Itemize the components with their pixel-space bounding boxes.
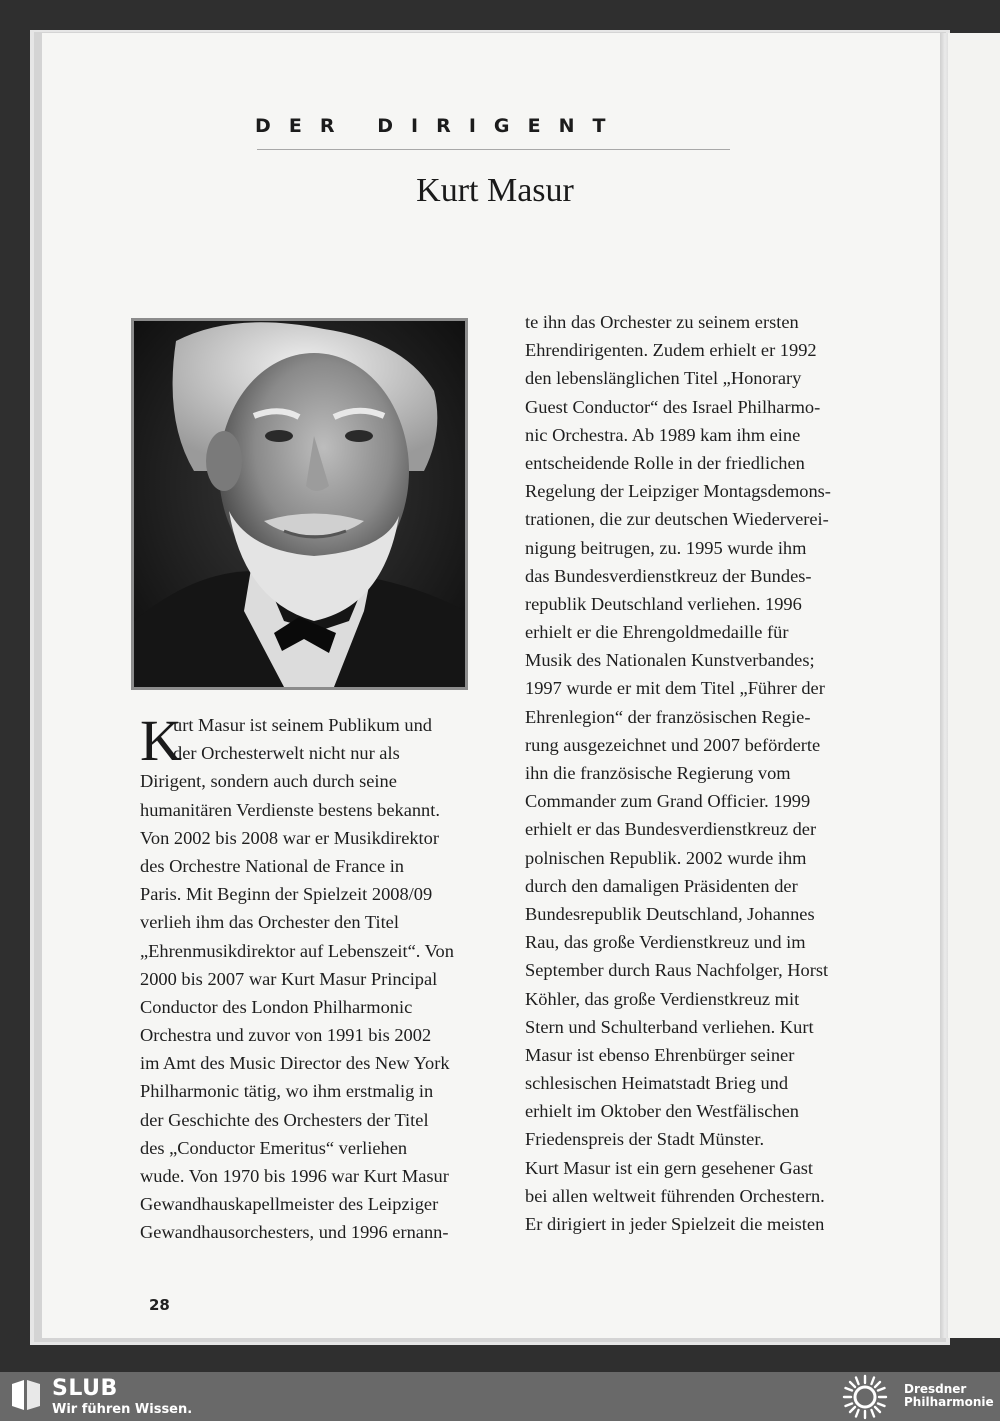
partner-name-line1: Dresdner bbox=[904, 1382, 967, 1396]
body-line: Ehrendirigenten. Zudem erhielt er 1992 bbox=[525, 340, 817, 361]
facing-page-edge bbox=[948, 33, 1000, 1338]
body-line: nic Orchestra. Ab 1989 kam ihm eine bbox=[525, 424, 801, 445]
body-line: im Amt des Music Director des New York bbox=[140, 1053, 450, 1074]
body-line: verlieh ihm das Orchester den Titel bbox=[140, 912, 399, 933]
body-line: entscheidende Rolle in der friedlichen bbox=[525, 452, 805, 473]
body-line: der Orchesterwelt nicht nur als bbox=[173, 743, 400, 764]
body-line: des Orchestre National de France in bbox=[140, 855, 405, 876]
body-line: trationen, die zur deutschen Wiederverei- bbox=[525, 509, 829, 530]
body-line: Friedenspreis der Stadt Münster. bbox=[525, 1129, 765, 1150]
body-line: ihn die französische Regierung vom bbox=[525, 763, 791, 783]
body-line: te ihn das Orchester zu seinem ersten bbox=[525, 312, 799, 332]
body-line: September durch Raus Nachfolger, Horst bbox=[525, 960, 829, 981]
body-line: schlesischen Heimatstadt Brieg und bbox=[525, 1073, 789, 1094]
partner-name-line2: Philharmonie bbox=[904, 1395, 994, 1409]
section-heading: DER DIRIGENT bbox=[255, 115, 624, 137]
body-line: erhielt er das Bundesverdienstkreuz der bbox=[525, 819, 817, 840]
body-line: humanitären Verdienste bestens bekannt. bbox=[140, 799, 440, 820]
body-line: nigung beitrugen, zu. 1995 wurde ihm bbox=[525, 537, 807, 558]
body-line: rung ausgezeichnet und 2007 beförderte bbox=[525, 734, 821, 755]
body-line: Bundesrepublik Deutschland, Johannes bbox=[525, 903, 815, 924]
body-line: polnischen Republik. 2002 wurde ihm bbox=[525, 847, 807, 868]
body-line: bei allen weltweit führenden Orchestern. bbox=[525, 1185, 825, 1206]
body-line: des „Conductor Emeritus“ verliehen bbox=[140, 1137, 408, 1158]
body-line: Gewandhausorchesters, und 1996 ernann- bbox=[140, 1222, 449, 1243]
body-line: Guest Conductor“ des Israel Philharmo- bbox=[525, 396, 821, 417]
body-line: der Geschichte des Orchesters der Titel bbox=[140, 1109, 429, 1130]
body-line: 2000 bis 2007 war Kurt Masur Principal bbox=[140, 968, 438, 989]
body-line: Commander zum Grand Officier. 1999 bbox=[525, 791, 811, 812]
page-title: Kurt Masur bbox=[416, 172, 574, 209]
body-line: Paris. Mit Beginn der Spielzeit 2008/09 bbox=[140, 884, 433, 905]
body-line: urt Masur ist seinem Publikum und bbox=[173, 715, 432, 735]
body-line: Ehrenlegion“ der französischen Regie- bbox=[525, 706, 811, 727]
portrait-photo-image bbox=[134, 321, 465, 687]
text-column-right bbox=[525, 308, 870, 1238]
partner-name[interactable] bbox=[904, 1383, 994, 1409]
body-line: erhielt er die Ehrengoldmedaille für bbox=[525, 622, 789, 643]
page-number: 28 bbox=[149, 1296, 170, 1314]
body-line: 1997 wurde er mit dem Titel „Führer der bbox=[525, 678, 825, 699]
body-line: Rau, das große Verdienstkreuz und im bbox=[525, 932, 806, 953]
body-line: Regelung der Leipziger Montagsdemons- bbox=[525, 481, 831, 502]
body-line: Stern und Schulterband verliehen. Kurt bbox=[525, 1016, 814, 1037]
body-line: Philharmonic tätig, wo ihm erstmalig in bbox=[140, 1081, 434, 1102]
body-line: Masur ist ebenso Ehrenbürger seiner bbox=[525, 1044, 795, 1065]
body-line: „Ehrenmusikdirektor auf Lebenszeit“. Von bbox=[140, 940, 454, 961]
portrait-photo bbox=[131, 318, 468, 690]
body-line: Musik des Nationalen Kunstverbandes; bbox=[525, 650, 815, 671]
body-line: Er dirigiert in jeder Spielzeit die meisten bbox=[525, 1214, 825, 1234]
slub-logo-icon[interactable] bbox=[10, 1378, 42, 1412]
text-column-left bbox=[140, 708, 485, 1247]
body-line: Orchestra und zuvor von 1991 bis 2002 bbox=[140, 1025, 432, 1046]
library-tagline: Wir führen Wissen. bbox=[52, 1402, 193, 1417]
body-line: Conductor des London Philharmonic bbox=[140, 996, 413, 1017]
body-line: das Bundesverdienstkreuz der Bundes- bbox=[525, 565, 812, 586]
body-line: durch den damaligen Präsidenten der bbox=[525, 875, 798, 896]
body-line: republik Deutschland verliehen. 1996 bbox=[525, 593, 802, 614]
library-name[interactable]: SLUB bbox=[52, 1376, 118, 1401]
body-line: den lebenslänglichen Titel „Honorary bbox=[525, 368, 802, 389]
body-line: Kurt Masur ist ein gern gesehener Gast bbox=[525, 1157, 814, 1178]
body-line: Dirigent, sondern auch durch seine bbox=[140, 771, 397, 792]
body-line: Gewandhauskapellmeister des Leipziger bbox=[140, 1194, 439, 1215]
body-line: Von 2002 bis 2008 war er Musikdirektor bbox=[140, 827, 439, 848]
body-line: Köhler, das große Verdienstkreuz mit bbox=[525, 988, 800, 1009]
philharmonie-logo-icon[interactable] bbox=[842, 1374, 888, 1420]
body-line: erhielt im Oktober den Westfälischen bbox=[525, 1101, 799, 1122]
heading-rule bbox=[257, 149, 730, 150]
drop-cap: K bbox=[140, 708, 182, 773]
body-line: wude. Von 1970 bis 1996 war Kurt Masur bbox=[140, 1166, 449, 1186]
